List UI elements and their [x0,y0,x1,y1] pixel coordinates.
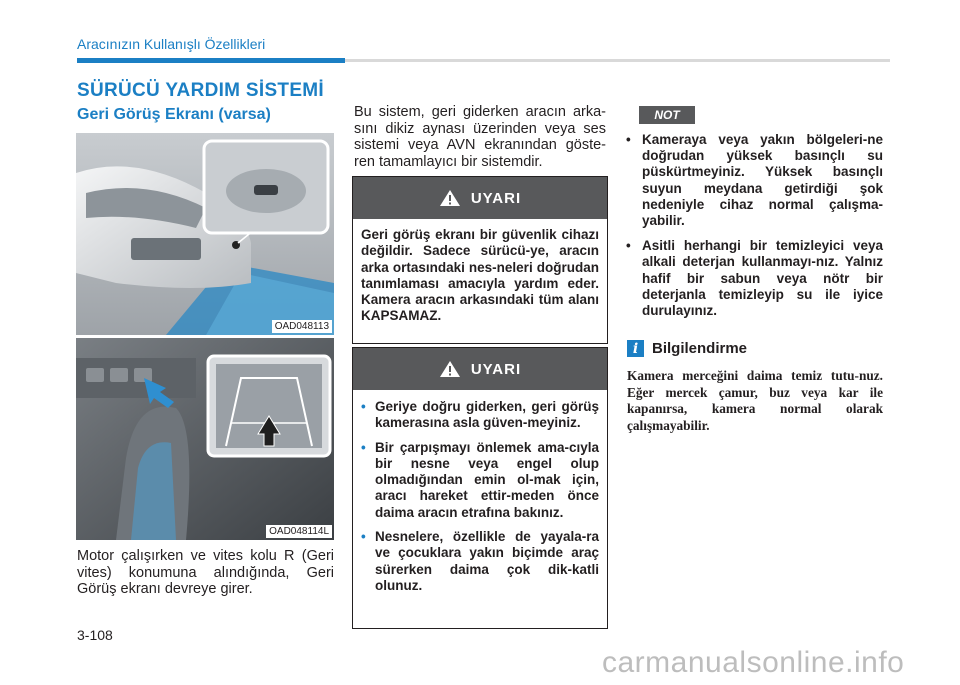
list-item-text: Bir çarpışmayı önlemek ama-cıyla bir nesne veya engel olup olmadığından emin ol-mak için, aracı hareket ettir-meden önce daima aracın etrafına bakınız. [375,439,599,520]
warning-bullets [353,390,607,602]
list-item-text: Asitli herhangi bir temizleyici veya alkali deterjan kullanmayı-nız. Yalnız hafif bir sabun veya nötr bir deterjanla temizleyip su ile iyice durulayınız. [642,238,883,319]
bullet-icon: • [361,439,366,455]
bullet-icon: • [626,238,631,254]
intro-paragraph: Bu sistem, geri giderken aracın arka-sını dikiz aynası üzerinden veya ses sistemi veya AVN ekranından göste-ren tamamlayıcı bir sistemdir. [354,104,606,170]
warning-text: Geri görüş ekranı bir güvenlik cihazı değildir. Sadece sürücü-ye, aracın arka ortasındaki nes-neleri doğrudan tanımlaması amacıyla yardım eder. Kamera aracın arkasındaki tüm alanı KAPSAMAZ. [361,227,599,324]
bullet-icon: • [626,132,631,147]
list-item [361,529,599,594]
section-header: Aracınızın Kullanışlı Özellikleri [77,36,266,52]
info-title: Bilgilendirme [652,340,748,357]
image-code: OAD048113 [272,320,332,333]
info-header [627,340,747,357]
page-title: SÜRÜCÜ YARDIM SİSTEMİ [77,80,325,101]
warning-label: UYARI [470,189,522,207]
warning-triangle-icon [439,189,461,207]
header-rule [345,59,890,62]
warning-triangle-icon [439,360,461,378]
list-item [361,440,599,521]
list-item-text: Geriye doğru giderken, geri görüş kamerasına asla güven-meyiniz. [375,399,599,431]
image-code: OAD048114L [266,525,332,538]
info-icon: i [627,340,644,357]
left-paragraph: Motor çalışırken ve vites kolu R (Geri vites) konumuna alındığında, Geri Görüş ekranı devreye girer. [77,548,334,597]
list-item [622,132,883,229]
warning-header [353,348,607,390]
gear-shift-image [76,338,334,540]
list-item [622,238,883,319]
warning-box [352,347,608,629]
warning-box [352,176,608,344]
list-item-text: Nesnelere, özellikle de yayala-ra ve çocuklara yakın biçimde araç sürerken daima çok dik-katli olunuz. [375,529,599,593]
car-rear-image [76,133,334,335]
bullet-icon: • [361,399,366,414]
rear-camera-car-illustration [76,133,334,335]
note-badge: NOT [639,106,695,124]
note-list [622,132,883,328]
list-item [361,399,599,432]
header-rule-accent [77,58,345,63]
warning-header [353,177,607,219]
watermark: carmanualsonline.info [602,646,905,679]
gear-shift-display-illustration [76,338,334,540]
warning-label: UYARI [470,360,522,378]
bullet-icon: • [361,529,366,545]
list-item-text: Kameraya veya yakın bölgeleri-ne doğrudan yüksek basınçlı su püskürtmeyiniz. Yüksek basınçlı suyun meydana getirdiği şok nedeniyle cihaz normal çalışma-yabilir. [642,132,883,229]
info-text: Kamera merceğini daima temiz tutu-nuz. Eğer mercek çamur, buz veya kar ile kapanırsa, kamera normal olarak çalışmayabilir. [627,368,883,433]
subsection-title: Geri Görüş Ekranı (varsa) [77,106,271,123]
page-number: 3-108 [77,627,113,643]
